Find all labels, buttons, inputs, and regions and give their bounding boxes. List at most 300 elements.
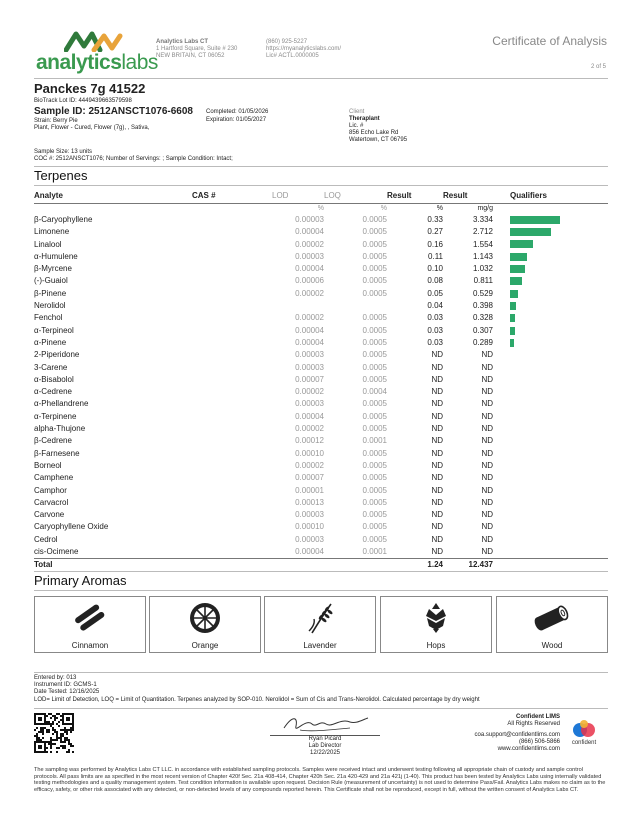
lod-value: 0.00002 (295, 387, 324, 397)
result-percent: ND (431, 350, 443, 360)
unit-loq: % (380, 205, 387, 212)
analyte-name: β-Farnesene (34, 448, 80, 458)
table-row (34, 251, 608, 263)
table-row (34, 534, 608, 546)
client-license: Lic. # (349, 123, 364, 129)
qualifier-cell (493, 337, 608, 349)
qualifier-cell (493, 398, 608, 410)
result-percent: 0.03 (427, 325, 443, 335)
qualifier-cell (493, 534, 608, 546)
cas-number (192, 485, 272, 497)
table-row (34, 275, 608, 287)
analyte-name: Limonene (34, 227, 70, 237)
aroma-label: Hops (426, 641, 446, 650)
qualifier-cell (493, 226, 608, 238)
unit-lod: % (317, 205, 324, 212)
col-loq: LOQ (324, 190, 387, 204)
result-mg: 0.529 (472, 288, 493, 298)
total-row (34, 559, 608, 572)
qualifier-cell (493, 411, 608, 423)
hops-icon (421, 601, 451, 635)
table-row (34, 288, 608, 300)
analyte-name: Camphor (34, 485, 67, 495)
lod-value: 0.00004 (295, 411, 324, 421)
result-mg: ND (481, 510, 493, 520)
loq-value: 0.0005 (362, 288, 387, 298)
lavender-icon (303, 601, 337, 635)
qualifier-cell (493, 497, 608, 509)
strain: Strain: Berry Pie (34, 118, 78, 124)
logo-text-labs: labs (121, 51, 158, 74)
lod-value: 0.00003 (295, 534, 324, 544)
qr-code-icon[interactable] (34, 713, 74, 753)
analyte-name: α-Humulene (34, 251, 78, 261)
lod-value: 0.00004 (295, 547, 324, 557)
confident-logo-text: confident (571, 740, 597, 746)
unit-result-mg: mg/g (477, 205, 493, 212)
cas-number (192, 239, 272, 251)
table-row (34, 214, 608, 226)
table-row (34, 239, 608, 251)
result-mg: ND (481, 460, 493, 470)
qualifier-cell (493, 386, 608, 398)
result-percent: ND (431, 424, 443, 434)
biotrack-lot-id: BioTrack Lot ID: 4449439663579598 (34, 98, 132, 104)
result-percent: 0.10 (427, 264, 443, 274)
wood-icon (532, 601, 572, 635)
aromas-title: Primary Aromas (34, 573, 127, 588)
confident-phone: (866) 506-5866 (518, 739, 560, 745)
result-percent: ND (431, 399, 443, 409)
lab-info (156, 39, 237, 60)
document-title: Certificate of Analysis (492, 34, 607, 48)
sample-size: Sample Size: 13 units (34, 149, 93, 155)
table-row (34, 300, 608, 312)
lod-value (272, 300, 324, 312)
result-percent: ND (431, 387, 443, 397)
loq-value: 0.0005 (362, 460, 387, 470)
result-mg: ND (481, 522, 493, 532)
result-mg: ND (481, 436, 493, 446)
logo-text: analytics (36, 51, 122, 74)
client-address2: Watertown, CT 06795 (349, 137, 408, 143)
loq-value: 0.0005 (362, 411, 387, 421)
section-divider (34, 166, 608, 167)
signer-name: Ryan Picard (308, 736, 342, 742)
lab-contact (266, 39, 341, 60)
expiration-date: Expiration: 01/05/2027 (206, 117, 267, 123)
analyte-name: Carvacrol (34, 497, 69, 507)
result-mg: 0.307 (472, 325, 493, 335)
analyte-name: α-Terpineol (34, 325, 74, 335)
qualifier-cell (493, 349, 608, 361)
result-mg: ND (481, 547, 493, 557)
sample-name: Panckes 7g 41522 (34, 81, 146, 96)
header-divider (34, 78, 608, 79)
entered-by: Entered by: 013 (34, 675, 77, 681)
col-qualifiers: Qualifiers (493, 190, 608, 204)
qualifier-cell (493, 448, 608, 460)
result-percent: ND (431, 448, 443, 458)
signer-title: Lab Director (308, 743, 342, 749)
lod-value: 0.00012 (295, 436, 324, 446)
analyte-name: 3-Carene (34, 362, 68, 372)
confident-rights: All Rights Reserved (507, 721, 560, 727)
result-percent: ND (431, 534, 443, 544)
table-row (34, 411, 608, 423)
qualifier-cell (493, 546, 608, 559)
coc-info: COC #: 2512ANSCT1076; Number of Servings: ; Sample Condition: Intact; (34, 156, 233, 162)
cas-number (192, 435, 272, 447)
col-analyte: Analyte (34, 190, 192, 204)
cas-number (192, 374, 272, 386)
result-percent: ND (431, 547, 443, 557)
result-bar (510, 240, 533, 248)
qualifier-cell (493, 374, 608, 386)
result-mg: ND (481, 411, 493, 421)
lod-value: 0.00013 (295, 497, 324, 507)
lod-value: 0.00003 (295, 215, 324, 224)
confident-info (475, 714, 560, 753)
loq-value: 0.0001 (362, 547, 387, 557)
lab-name: Analytics Labs CT (156, 39, 209, 45)
lod-value: 0.00002 (295, 313, 324, 323)
terpenes-table (34, 190, 608, 572)
analyte-name: cis-Ocimene (34, 547, 79, 557)
qualifier-cell (493, 239, 608, 251)
result-percent: 0.11 (428, 251, 443, 261)
table-row (34, 485, 608, 497)
result-bar (510, 327, 515, 335)
total-mg: 12.437 (443, 559, 493, 572)
table-row (34, 312, 608, 324)
table-row (34, 226, 608, 238)
confident-logo (563, 720, 605, 746)
loq-value: 0.0005 (362, 362, 387, 372)
cas-number (192, 497, 272, 509)
loq-value: 0.0005 (362, 522, 387, 532)
aroma-card-hops (380, 596, 492, 653)
client-block (349, 109, 407, 144)
cas-number (192, 263, 272, 275)
aroma-label: Orange (191, 641, 219, 650)
result-mg: ND (481, 374, 493, 384)
qualifier-cell (493, 300, 608, 312)
lod-value: 0.00003 (295, 399, 324, 409)
loq-value: 0.0005 (362, 485, 387, 495)
result-bar (510, 253, 527, 261)
loq-value: 0.0001 (362, 436, 387, 446)
aroma-card-orange (149, 596, 261, 653)
loq-value: 0.0005 (362, 448, 387, 458)
lod-value: 0.00004 (295, 325, 324, 335)
cas-number (192, 386, 272, 398)
analyte-name: α-Cedrene (34, 387, 72, 397)
qualifier-cell (493, 251, 608, 263)
result-mg: ND (481, 473, 493, 483)
cas-number (192, 460, 272, 472)
loq-value: 0.0005 (362, 313, 387, 323)
cas-number (192, 288, 272, 300)
table-row (34, 423, 608, 435)
confident-url[interactable]: www.confidentlims.com (497, 746, 560, 752)
cas-number (192, 214, 272, 226)
cas-number (192, 423, 272, 435)
loq-value: 0.0005 (362, 251, 387, 261)
col-lod: LOD (272, 190, 324, 204)
lod-value: 0.00002 (295, 239, 324, 249)
loq-value: 0.0005 (362, 264, 387, 274)
cas-number (192, 337, 272, 349)
aroma-label: Wood (541, 641, 563, 650)
analyte-name: β-Pinene (34, 288, 67, 298)
table-header-row (34, 190, 608, 204)
result-mg: 0.328 (472, 313, 493, 323)
total-label: Total (34, 559, 192, 572)
loq-value: 0.0004 (362, 387, 387, 397)
result-percent: ND (431, 411, 443, 421)
result-percent: 0.27 (427, 227, 443, 237)
lod-legend: LOD= Limit of Detection, LOQ = Limit of Quantitation. Terpenes analyzed by SOP-010. Nerolidol = Sum of Cis and Trans-Nerolidol. Calculated percentage by dry weight (34, 697, 480, 703)
qualifier-cell (493, 214, 608, 226)
lod-value: 0.00010 (295, 448, 324, 458)
result-percent: 0.03 (427, 313, 443, 323)
loq-value: 0.0005 (362, 350, 387, 360)
cas-number (192, 509, 272, 521)
qualifier-cell (493, 312, 608, 324)
cas-number (192, 534, 272, 546)
loq-value: 0.0005 (362, 215, 387, 224)
table-row (34, 497, 608, 509)
aroma-card-lavender (264, 596, 376, 653)
result-percent: 0.08 (427, 276, 443, 286)
cas-number (192, 226, 272, 238)
qualifier-cell (493, 288, 608, 300)
lab-address-line2: NEW BRITAIN, CT 06052 (156, 53, 225, 59)
result-mg: 3.334 (472, 215, 493, 224)
lod-value: 0.00002 (295, 288, 324, 298)
result-bar (510, 314, 515, 322)
result-percent: ND (431, 497, 443, 507)
result-percent: 0.33 (427, 215, 443, 224)
analyte-name: alpha-Thujone (34, 424, 86, 434)
logo-mark-icon (64, 30, 124, 52)
cinnamon-icon (72, 601, 108, 635)
analyte-name: α-Terpinene (34, 411, 77, 421)
table-row (34, 374, 608, 386)
cas-number (192, 398, 272, 410)
result-percent: ND (431, 362, 443, 372)
qualifier-cell (493, 275, 608, 287)
result-mg: ND (481, 399, 493, 409)
terpenes-title-divider (34, 185, 608, 186)
lod-value: 0.00004 (295, 337, 324, 347)
cas-number (192, 362, 272, 374)
cas-number (192, 411, 272, 423)
confident-name: Confident LIMS (516, 714, 560, 720)
loq-value: 0.0005 (362, 473, 387, 483)
analyte-name: 2-Piperidone (34, 350, 80, 360)
sign-date: 12/22/2025 (309, 750, 341, 756)
instrument-id: Instrument ID: GCMS-1 (34, 682, 97, 688)
table-row (34, 337, 608, 349)
aroma-card-cinnamon (34, 596, 146, 653)
analyte-name: Nerolidol (34, 301, 66, 311)
qualifier-cell (493, 472, 608, 484)
cas-number (192, 472, 272, 484)
result-percent: ND (431, 374, 443, 384)
cas-number (192, 275, 272, 287)
cas-number (192, 349, 272, 361)
lab-address-line1: 1 Hartford Square, Suite # 230 (156, 46, 238, 52)
loq-value: 0.0005 (362, 534, 387, 544)
loq-value (324, 300, 387, 312)
analyte-name: β-Cedrene (34, 436, 72, 446)
result-percent: ND (431, 510, 443, 520)
qualifier-cell (493, 509, 608, 521)
aromas-top-divider (34, 571, 608, 572)
qualifier-cell (493, 521, 608, 533)
loq-value: 0.0005 (362, 374, 387, 384)
lod-value: 0.00002 (295, 424, 324, 434)
lod-value: 0.00010 (295, 522, 324, 532)
lod-value: 0.00004 (295, 264, 324, 274)
date-tested: Date Tested: 12/16/2025 (34, 689, 100, 695)
analyte-name: β-Myrcene (34, 264, 72, 274)
disclaimer: The sampling was performed by Analytics Labs CT LLC. in accordance with established sampling protocols. Samples were received intact and underwent testing following all appropriate chain of custody and sample control protocols. All pass limits are as specified in the most recent version of Chapter 420f Sec. 21a 408-414, Chapter 420h Sec. 21a 420-429 and 21a 421j (1-40). This product has been tested by Analytics Labs using internally validated testing methodologies and a quality management system. Test condition information is available upon request. Decision Rule (measurement of uncertainty) is not used to determine Pass/Fail. Analytics Labs makes no claim as to the efficacy, safety, or other risk associated with any detected, or non-detected levels of any compounds reported herein. This Certificate shall not be reproduced, except in full, without the written consent of Analytics Labs CT. (34, 767, 606, 793)
cas-number (192, 312, 272, 324)
result-bar (510, 265, 525, 273)
cas-number (192, 325, 272, 337)
table-row (34, 472, 608, 484)
table-row (34, 362, 608, 374)
result-mg: ND (481, 424, 493, 434)
signer-block (270, 736, 380, 757)
client-address1: 856 Echo Lake Rd (349, 130, 399, 136)
result-percent: ND (431, 473, 443, 483)
cas-number (192, 448, 272, 460)
table-row (34, 435, 608, 447)
analyte-name: Linalool (34, 239, 62, 249)
lod-value: 0.00004 (295, 227, 324, 237)
result-mg: ND (481, 534, 493, 544)
lod-value: 0.00003 (295, 251, 324, 261)
unit-result-pct: % (436, 205, 443, 212)
table-row (34, 546, 608, 559)
result-mg: 0.289 (472, 337, 493, 347)
result-mg: ND (481, 497, 493, 507)
lod-value: 0.00001 (295, 485, 324, 495)
lab-logo (36, 30, 158, 76)
result-bar (510, 216, 560, 224)
orange-icon (188, 601, 222, 635)
aroma-label: Cinnamon (71, 641, 109, 650)
cas-number (192, 521, 272, 533)
lab-license: Lic# ACTL.0000005 (266, 53, 319, 59)
result-mg: ND (481, 362, 493, 372)
lab-phone: (860) 925-5227 (266, 39, 308, 45)
col-cas: CAS # (192, 190, 272, 204)
result-mg: 1.554 (472, 239, 493, 249)
qualifier-cell (493, 423, 608, 435)
result-mg: 2.712 (472, 227, 493, 237)
table-row (34, 386, 608, 398)
loq-value: 0.0005 (362, 424, 387, 434)
loq-value: 0.0005 (362, 227, 387, 237)
footer-top-divider (34, 672, 608, 673)
footer-divider (34, 708, 608, 709)
result-bar (510, 290, 518, 298)
analyte-name: Caryophyllene Oxide (34, 522, 109, 532)
result-percent: ND (431, 485, 443, 495)
aroma-label: Lavender (303, 641, 337, 650)
table-row (34, 521, 608, 533)
terpenes-title: Terpenes (34, 168, 88, 183)
analyte-name: α-Phellandrene (34, 399, 89, 409)
lod-value: 0.00002 (295, 460, 324, 470)
result-percent: 0.04 (427, 301, 443, 311)
lod-value: 0.00003 (295, 350, 324, 360)
analyte-name: β-Caryophyllene (34, 215, 93, 224)
signature-icon (280, 712, 370, 736)
analyte-name: Camphene (34, 473, 74, 483)
qualifier-cell (493, 325, 608, 337)
aromas-title-divider (34, 590, 608, 591)
loq-value: 0.0005 (362, 276, 387, 286)
result-percent: 0.03 (427, 337, 443, 347)
table-row (34, 325, 608, 337)
result-bar (510, 339, 514, 347)
loq-value: 0.0005 (362, 325, 387, 335)
table-row (34, 263, 608, 275)
qualifier-cell (493, 435, 608, 447)
result-bar (510, 277, 522, 285)
analyte-name: Cedrol (34, 534, 58, 544)
result-percent: ND (431, 522, 443, 532)
qualifier-cell (493, 263, 608, 275)
col-result-mg: Result (443, 190, 493, 204)
loq-value: 0.0005 (362, 239, 387, 249)
confident-email[interactable]: coa.support@confidentlims.com (474, 732, 560, 738)
result-mg: 0.811 (473, 276, 493, 286)
table-row (34, 349, 608, 361)
loq-value: 0.0005 (362, 510, 387, 520)
loq-value: 0.0005 (362, 497, 387, 507)
result-bar (510, 302, 516, 310)
analyte-name: Fenchol (34, 313, 63, 323)
qualifier-cell (493, 485, 608, 497)
result-mg: ND (481, 387, 493, 397)
cas-number (192, 546, 272, 559)
total-percent: 1.24 (387, 559, 443, 572)
analyte-name: α-Bisabolol (34, 374, 74, 384)
table-row (34, 509, 608, 521)
result-mg: ND (481, 350, 493, 360)
qualifier-cell (493, 460, 608, 472)
page-number: 2 of 5 (590, 64, 606, 70)
table-row (34, 448, 608, 460)
lab-url[interactable]: https://myanalyticslabs.com/ (266, 46, 342, 52)
cas-number (192, 300, 272, 312)
result-mg: ND (481, 448, 493, 458)
qualifier-cell (493, 362, 608, 374)
client-label: Client (349, 109, 365, 115)
loq-value: 0.0005 (362, 337, 387, 347)
col-result-pct: Result (387, 190, 443, 204)
result-mg: 1.143 (472, 251, 493, 261)
client-name: Theraplant (349, 116, 380, 122)
analyte-name: α-Pinene (34, 337, 67, 347)
